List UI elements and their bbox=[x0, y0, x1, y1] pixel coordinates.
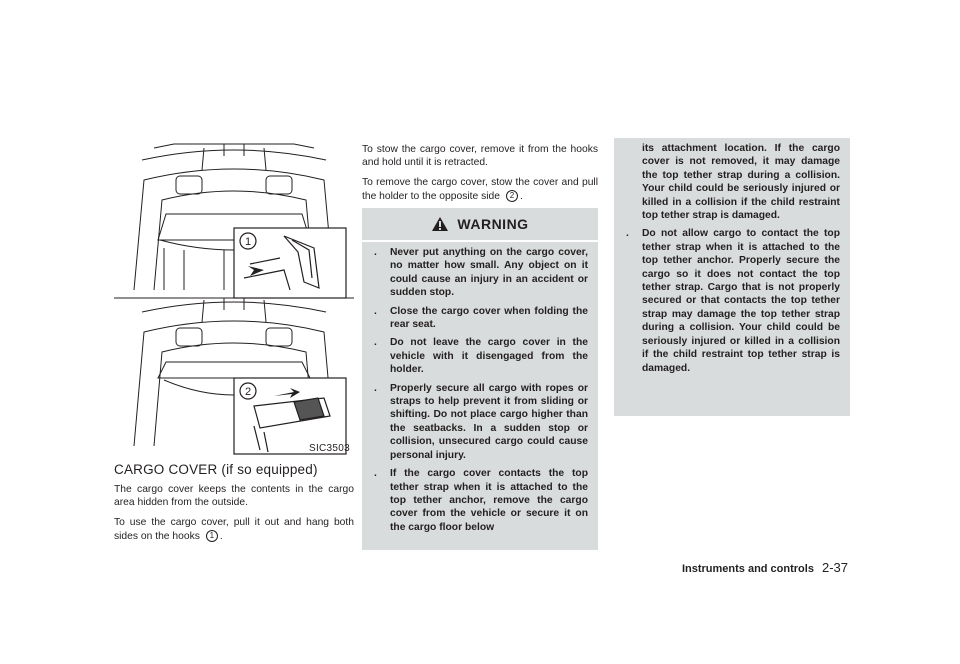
warning-item-text: If the cargo cover contacts the top tether strap when it is attached to the top tether anchor, remove the cargo cover from the vehicle or secure it on the cargo floor below bbox=[390, 468, 588, 533]
callout-1: 1 bbox=[244, 236, 252, 248]
warning-item: . If the cargo cover contacts the top tether strap when it is attached to the top tether anchor, remove the cargo cover from the vehicle or secure it on the cargo floor below bbox=[374, 468, 588, 533]
body-column-1 bbox=[114, 483, 354, 550]
warning-item: . Close the cargo cover when folding the rear seat. bbox=[374, 305, 588, 331]
page-footer bbox=[682, 560, 848, 575]
body-column-2 bbox=[362, 143, 598, 210]
warning-continued-text: its attachment location. If the cargo cover is not removed, it may damage the top tether strap during a collision. Your child could be seriously injured or killed in a collision if the child restraint top tether strap is damaged. bbox=[642, 143, 840, 222]
warning-item: . Properly secure all cargo with ropes or straps to help prevent it from sliding or shifting. Do not place cargo higher than the seatbacks. In a sudden stop or collision, unsecured cargo could cause personal injury. bbox=[374, 382, 588, 461]
section-title: CARGO COVER (if so equipped) bbox=[114, 462, 318, 477]
warning-triangle-icon bbox=[431, 216, 449, 232]
paragraph-2: To use the cargo cover, pull it out and hang both sides on the hooks 1 . bbox=[114, 517, 354, 542]
page-number: 2-37 bbox=[821, 560, 848, 575]
warning-list-continued bbox=[614, 227, 850, 374]
callout-1-inline: 1 bbox=[206, 530, 218, 542]
warning-box bbox=[362, 208, 598, 550]
callout-2-inline: 2 bbox=[506, 190, 518, 202]
warning-item-text: Do not leave the cargo cover in the vehicle with it disengaged from the holder. bbox=[390, 337, 588, 376]
warning-item-text: Never put anything on the cargo cover, no matter how small. Any object on it could cause an injury in an accident or sudden stop. bbox=[390, 247, 588, 299]
warning-header bbox=[362, 208, 598, 240]
figure-caption: SIC3503 bbox=[308, 443, 350, 454]
warning-item: . Never put anything on the cargo cover, no matter how small. Any object on it could cause an injury in an accident or sudden stop. bbox=[374, 247, 588, 299]
cargo-cover-illustration bbox=[114, 140, 354, 456]
footer-section: Instruments and controls bbox=[681, 563, 814, 575]
warning-item: . Do not leave the cargo cover in the vehicle with it disengaged from the holder. bbox=[374, 337, 588, 376]
paragraph-4-text: To remove the cargo cover, stow the cover and pull the holder to the opposite side bbox=[362, 177, 598, 202]
paragraph-3: To stow the cargo cover, remove it from the hooks and hold until it is retracted. bbox=[362, 144, 598, 169]
warning-title: WARNING bbox=[457, 216, 529, 232]
callout-2: 2 bbox=[244, 386, 252, 398]
cargo-area-drawing bbox=[114, 140, 354, 456]
warning-list bbox=[362, 242, 598, 534]
paragraph-1: The cargo cover keeps the contents in the cargo area hidden from the outside. bbox=[114, 484, 354, 509]
warning-item-text: Do not allow cargo to contact the top tether strap when it is attached to the top tether anchor. Properly secure the cargo so it does not contact the top tether strap. Cargo that is not properly secured or that contacts the top tether strap may damage the top tether strap during a collision. Your child could be seriously injured or killed in a collision if the child restraint top tether strap is damaged. bbox=[642, 228, 840, 374]
warning-box-continued bbox=[614, 138, 850, 416]
warning-item: . Do not allow cargo to contact the top tether strap when it is attached to the top tether anchor. Properly secure the cargo so it does not contact the top tether strap. Cargo that is not properly secured or that contacts the top tether strap may damage the top tether strap during a collision. Your child could be seriously injured or killed in a collision if the child restraint top tether strap is damaged. bbox=[626, 228, 840, 374]
paragraph-2-text: To use the cargo cover, pull it out and hang both sides on the hooks bbox=[114, 517, 354, 542]
warning-item-text: Close the cargo cover when folding the rear seat. bbox=[390, 305, 588, 331]
paragraph-4: To remove the cargo cover, stow the cover and pull the holder to the opposite side 2 . bbox=[362, 177, 598, 202]
warning-item-text: Properly secure all cargo with ropes or straps to help prevent it from sliding or shifting. Do not place cargo higher than the seatbacks. In a sudden stop or collision, unsecured cargo could cause personal injury. bbox=[390, 382, 588, 461]
